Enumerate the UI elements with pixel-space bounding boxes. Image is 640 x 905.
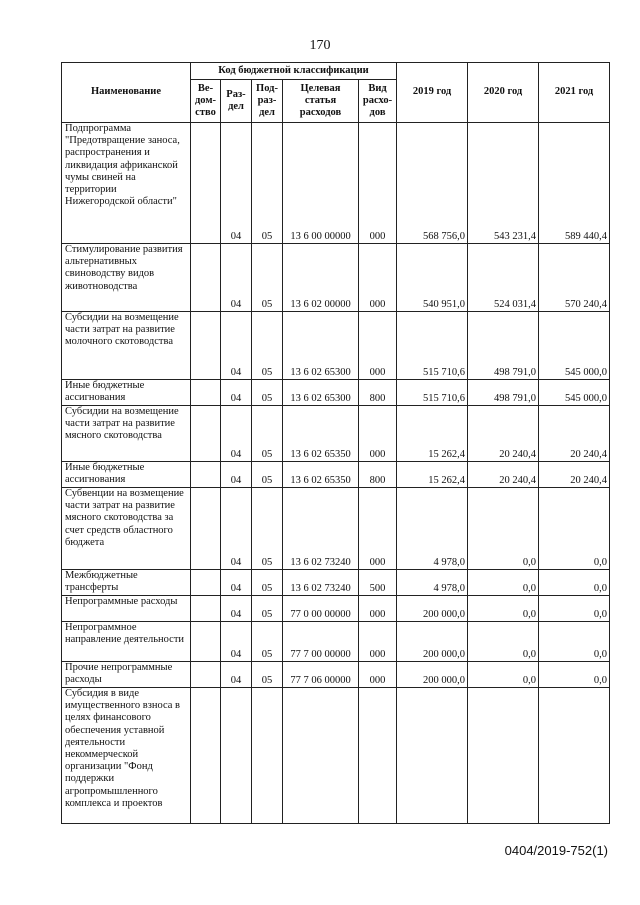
cell-razdel bbox=[221, 688, 252, 824]
table-row bbox=[62, 570, 610, 596]
table-row bbox=[62, 244, 610, 312]
cell-vedomstvo bbox=[191, 596, 221, 622]
cell-name: Субсидии на возмещение части затрат на развитие молочного скотоводства bbox=[62, 312, 191, 380]
cell-2021: 570 240,4 bbox=[539, 244, 610, 312]
cell-podrazdel: 05 bbox=[252, 570, 283, 596]
cell-name: Иные бюджетные ассигнования bbox=[62, 380, 191, 406]
cell-celevaya bbox=[283, 688, 359, 824]
cell-2020: 498 791,0 bbox=[468, 380, 539, 406]
cell-vedomstvo bbox=[191, 123, 221, 244]
cell-2019: 15 262,4 bbox=[397, 462, 468, 488]
code-group-header: Код бюджетной классификации bbox=[191, 63, 397, 80]
cell-vid: 000 bbox=[359, 622, 397, 662]
cell-podrazdel bbox=[252, 688, 283, 824]
cell-2021: 545 000,0 bbox=[539, 312, 610, 380]
cell-2021: 0,0 bbox=[539, 596, 610, 622]
cell-name: Подпрограмма "Предотвращение заноса, распространения и ликвидация африканской чумы свиней на территории Нижегородской области" bbox=[62, 123, 191, 244]
cell-2021: 20 240,4 bbox=[539, 462, 610, 488]
table-row bbox=[62, 488, 610, 570]
table-row bbox=[62, 123, 610, 244]
cell-2019: 200 000,0 bbox=[397, 596, 468, 622]
cell-razdel: 04 bbox=[221, 123, 252, 244]
cell-vedomstvo bbox=[191, 662, 221, 688]
table-row bbox=[62, 406, 610, 462]
cell-vedomstvo bbox=[191, 622, 221, 662]
page-number: 170 bbox=[309, 38, 331, 53]
cell-vid bbox=[359, 688, 397, 824]
cell-2020: 0,0 bbox=[468, 662, 539, 688]
header-row-top bbox=[62, 63, 610, 80]
cell-razdel: 04 bbox=[221, 570, 252, 596]
cell-2020: 20 240,4 bbox=[468, 462, 539, 488]
col-razdel-header: Раз-дел bbox=[221, 80, 252, 123]
cell-2019: 200 000,0 bbox=[397, 622, 468, 662]
cell-vedomstvo bbox=[191, 488, 221, 570]
cell-2020: 0,0 bbox=[468, 488, 539, 570]
cell-vedomstvo bbox=[191, 688, 221, 824]
cell-2019: 15 262,4 bbox=[397, 406, 468, 462]
cell-2019: 515 710,6 bbox=[397, 312, 468, 380]
col-name-header: Наименование bbox=[62, 63, 191, 123]
cell-2020 bbox=[468, 688, 539, 824]
cell-razdel: 04 bbox=[221, 596, 252, 622]
cell-name: Иные бюджетные ассигнования bbox=[62, 462, 191, 488]
cell-podrazdel: 05 bbox=[252, 488, 283, 570]
cell-name: Межбюджетные трансферты bbox=[62, 570, 191, 596]
table-row bbox=[62, 380, 610, 406]
cell-celevaya: 13 6 02 65350 bbox=[283, 462, 359, 488]
cell-2020: 0,0 bbox=[468, 570, 539, 596]
cell-razdel: 04 bbox=[221, 244, 252, 312]
cell-vedomstvo bbox=[191, 380, 221, 406]
cell-vedomstvo bbox=[191, 312, 221, 380]
cell-name: Субсидия в виде имущественного взноса в целях финансового обеспечения уставной деятельности некоммерческой организации "Фонд поддержки агропромышленного комплекса и проектов bbox=[62, 688, 191, 824]
table-row bbox=[62, 462, 610, 488]
cell-name: Субвенции на возмещение части затрат на развитие мясного скотоводства за счет средств областного бюджета bbox=[62, 488, 191, 570]
cell-2019: 568 756,0 bbox=[397, 123, 468, 244]
table-row bbox=[62, 662, 610, 688]
cell-2020: 524 031,4 bbox=[468, 244, 539, 312]
cell-2021 bbox=[539, 688, 610, 824]
cell-name: Непрограммные расходы bbox=[62, 596, 191, 622]
cell-2019: 200 000,0 bbox=[397, 662, 468, 688]
cell-vedomstvo bbox=[191, 244, 221, 312]
cell-celevaya: 13 6 02 65350 bbox=[283, 406, 359, 462]
cell-razdel: 04 bbox=[221, 488, 252, 570]
cell-celevaya: 77 7 00 00000 bbox=[283, 622, 359, 662]
cell-podrazdel: 05 bbox=[252, 312, 283, 380]
cell-podrazdel: 05 bbox=[252, 244, 283, 312]
cell-celevaya: 13 6 02 73240 bbox=[283, 570, 359, 596]
cell-name: Стимулирование развития альтернативных свиноводству видов животноводства bbox=[62, 244, 191, 312]
cell-name: Субсидии на возмещение части затрат на развитие мясного скотоводства bbox=[62, 406, 191, 462]
col-podrazdel-header: Под-раз-дел bbox=[252, 80, 283, 123]
cell-2021: 0,0 bbox=[539, 570, 610, 596]
cell-vid: 500 bbox=[359, 570, 397, 596]
cell-podrazdel: 05 bbox=[252, 406, 283, 462]
cell-2019: 4 978,0 bbox=[397, 488, 468, 570]
cell-vid: 000 bbox=[359, 312, 397, 380]
cell-2019: 515 710,6 bbox=[397, 380, 468, 406]
cell-vid: 000 bbox=[359, 662, 397, 688]
document-code: 0404/2019-752(1) bbox=[504, 843, 608, 858]
cell-2021: 0,0 bbox=[539, 488, 610, 570]
cell-podrazdel: 05 bbox=[252, 380, 283, 406]
cell-celevaya: 77 0 00 00000 bbox=[283, 596, 359, 622]
cell-2019: 540 951,0 bbox=[397, 244, 468, 312]
col-vid-header: Вид расхо-дов bbox=[359, 80, 397, 123]
cell-vid: 000 bbox=[359, 244, 397, 312]
cell-celevaya: 13 6 02 00000 bbox=[283, 244, 359, 312]
cell-2020: 0,0 bbox=[468, 596, 539, 622]
cell-name: Прочие непрограммные расходы bbox=[62, 662, 191, 688]
cell-celevaya: 13 6 02 73240 bbox=[283, 488, 359, 570]
col-2020-header: 2020 год bbox=[468, 63, 539, 123]
cell-razdel: 04 bbox=[221, 622, 252, 662]
cell-vid: 000 bbox=[359, 123, 397, 244]
cell-razdel: 04 bbox=[221, 406, 252, 462]
cell-name: Непрограммное направление деятельности bbox=[62, 622, 191, 662]
cell-vedomstvo bbox=[191, 462, 221, 488]
cell-vid: 800 bbox=[359, 380, 397, 406]
cell-2020: 20 240,4 bbox=[468, 406, 539, 462]
cell-2019 bbox=[397, 688, 468, 824]
cell-vid: 000 bbox=[359, 596, 397, 622]
cell-celevaya: 13 6 02 65300 bbox=[283, 380, 359, 406]
col-vedomstvo-header: Ве-дом-ство bbox=[191, 80, 221, 123]
cell-2020: 498 791,0 bbox=[468, 312, 539, 380]
col-2019-header: 2019 год bbox=[397, 63, 468, 123]
cell-podrazdel: 05 bbox=[252, 123, 283, 244]
cell-2020: 0,0 bbox=[468, 622, 539, 662]
cell-2021: 0,0 bbox=[539, 662, 610, 688]
cell-vedomstvo bbox=[191, 406, 221, 462]
cell-podrazdel: 05 bbox=[252, 622, 283, 662]
cell-razdel: 04 bbox=[221, 312, 252, 380]
table-row bbox=[62, 622, 610, 662]
cell-vedomstvo bbox=[191, 570, 221, 596]
cell-podrazdel: 05 bbox=[252, 596, 283, 622]
cell-2021: 0,0 bbox=[539, 622, 610, 662]
table-row bbox=[62, 596, 610, 622]
cell-podrazdel: 05 bbox=[252, 462, 283, 488]
cell-celevaya: 13 6 02 65300 bbox=[283, 312, 359, 380]
cell-celevaya: 77 7 06 00000 bbox=[283, 662, 359, 688]
cell-podrazdel: 05 bbox=[252, 662, 283, 688]
col-celevaya-header: Целевая статья расходов bbox=[283, 80, 359, 123]
cell-vid: 800 bbox=[359, 462, 397, 488]
budget-table bbox=[61, 62, 610, 824]
table-row bbox=[62, 688, 610, 824]
cell-2019: 4 978,0 bbox=[397, 570, 468, 596]
cell-vid: 000 bbox=[359, 406, 397, 462]
cell-razdel: 04 bbox=[221, 662, 252, 688]
col-2021-header: 2021 год bbox=[539, 63, 610, 123]
cell-2020: 543 231,4 bbox=[468, 123, 539, 244]
cell-razdel: 04 bbox=[221, 380, 252, 406]
cell-2021: 20 240,4 bbox=[539, 406, 610, 462]
cell-celevaya: 13 6 00 00000 bbox=[283, 123, 359, 244]
cell-razdel: 04 bbox=[221, 462, 252, 488]
table-row bbox=[62, 312, 610, 380]
cell-2021: 589 440,4 bbox=[539, 123, 610, 244]
cell-2021: 545 000,0 bbox=[539, 380, 610, 406]
cell-vid: 000 bbox=[359, 488, 397, 570]
